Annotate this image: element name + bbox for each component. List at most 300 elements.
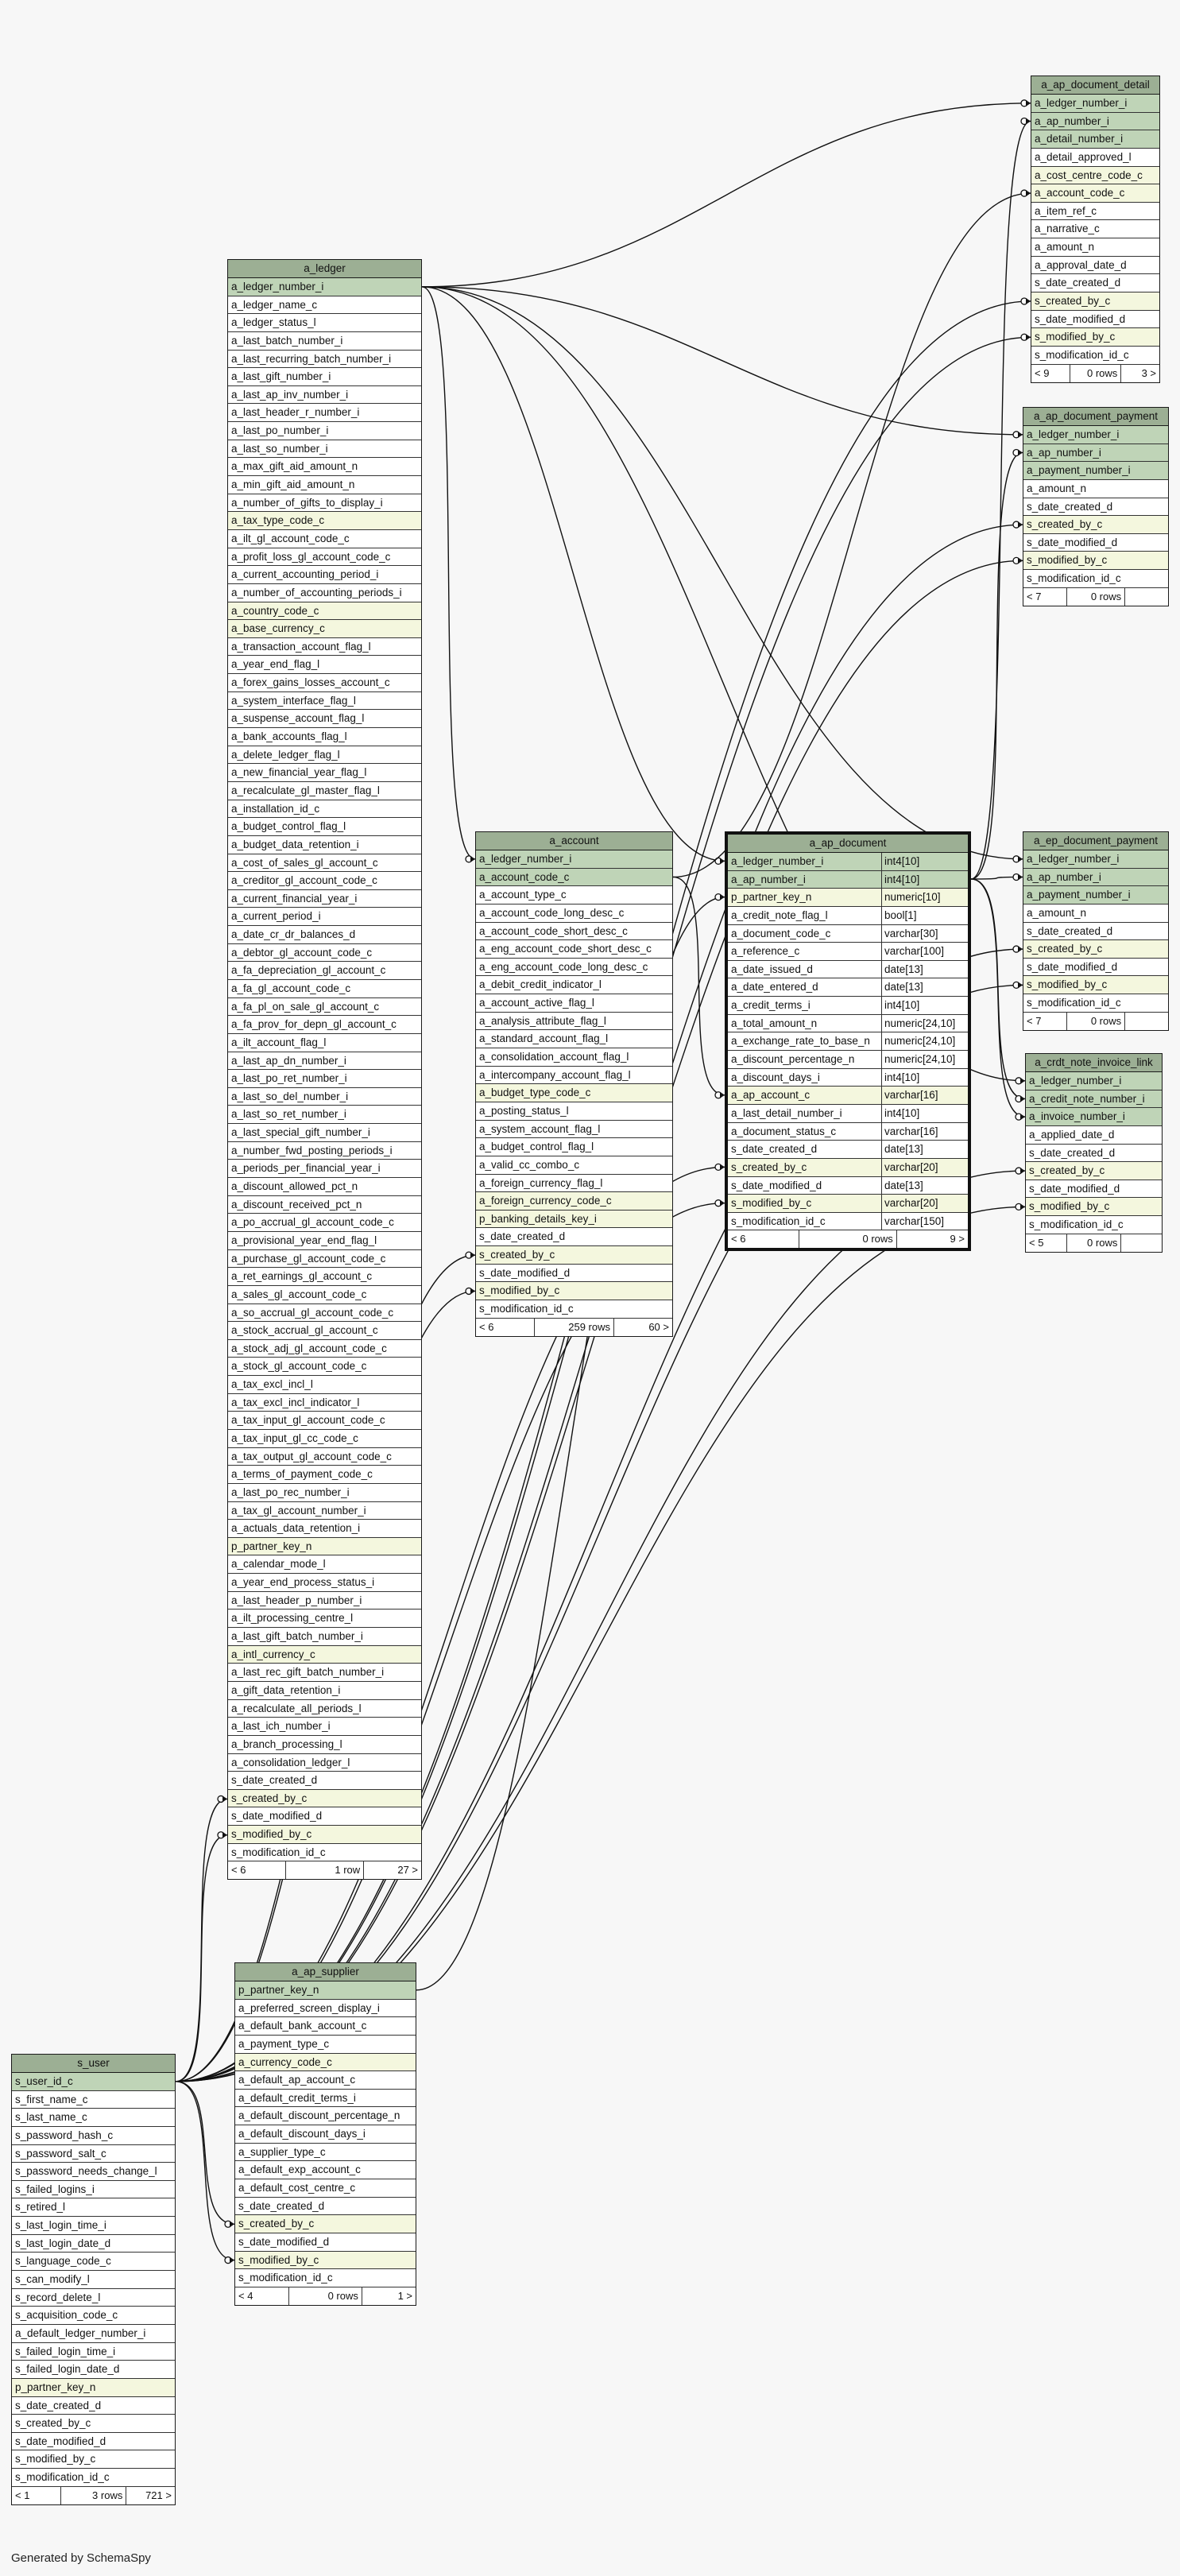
- column-row[interactable]: [12, 2397, 175, 2415]
- column-row[interactable]: [12, 2450, 175, 2469]
- column-name: a_item_ref_c: [1035, 204, 1097, 217]
- column-row[interactable]: [228, 746, 421, 765]
- column-row[interactable]: [12, 2073, 175, 2091]
- column-name: s_date_modified_d: [1035, 312, 1126, 325]
- column-row[interactable]: [476, 923, 672, 941]
- parents-link[interactable]: < 7: [1027, 1014, 1042, 1027]
- table-title[interactable]: a_ap_document: [728, 835, 968, 853]
- column-row[interactable]: [1023, 462, 1168, 480]
- column-row[interactable]: [1026, 1126, 1162, 1145]
- column-row[interactable]: [228, 998, 421, 1017]
- parents-link[interactable]: < 4: [238, 2289, 253, 2302]
- column-row[interactable]: [228, 1826, 421, 1844]
- column-row[interactable]: [728, 1087, 968, 1105]
- column-row[interactable]: [235, 2233, 416, 2252]
- column-name: s_date_created_d: [1029, 1146, 1116, 1159]
- column-row[interactable]: [228, 1754, 421, 1772]
- column-row[interactable]: [476, 1030, 672, 1048]
- column-row[interactable]: [228, 548, 421, 567]
- column-row[interactable]: [228, 1555, 421, 1574]
- column-row[interactable]: [228, 296, 421, 315]
- column-row[interactable]: [228, 656, 421, 674]
- column-name: a_min_gift_aid_amount_n: [231, 478, 355, 491]
- column-row[interactable]: [728, 1015, 968, 1033]
- column-row[interactable]: [1023, 552, 1168, 570]
- column-row[interactable]: [476, 1300, 672, 1319]
- column-row[interactable]: [12, 2217, 175, 2235]
- column-row[interactable]: [228, 476, 421, 494]
- column-row[interactable]: [235, 2090, 416, 2108]
- column-name: a_number_of_accounting_periods_i: [231, 586, 402, 598]
- column-row[interactable]: [1026, 1198, 1162, 1216]
- column-name: s_created_by_c: [1027, 518, 1103, 531]
- children-link[interactable]: 9 >: [896, 1230, 968, 1248]
- table-title[interactable]: a_account: [476, 832, 672, 850]
- table-a-ledger[interactable]: [227, 259, 422, 1880]
- table-title[interactable]: a_ep_document_payment: [1023, 832, 1168, 850]
- column-row[interactable]: [235, 2054, 416, 2072]
- children-link[interactable]: [1120, 1234, 1162, 1252]
- column-row[interactable]: [728, 907, 968, 925]
- column-row[interactable]: [728, 1141, 968, 1159]
- column-row[interactable]: [228, 836, 421, 854]
- column-row[interactable]: [1031, 311, 1159, 329]
- column-row[interactable]: [235, 2269, 416, 2287]
- column-row[interactable]: [12, 2145, 175, 2163]
- column-row[interactable]: [228, 1430, 421, 1448]
- column-row[interactable]: [728, 1032, 968, 1051]
- column-row[interactable]: [228, 1052, 421, 1071]
- column-row[interactable]: [728, 1069, 968, 1087]
- column-row[interactable]: [1031, 167, 1159, 185]
- column-row[interactable]: [1031, 95, 1159, 113]
- column-row[interactable]: [12, 2343, 175, 2361]
- parents-link[interactable]: < 6: [479, 1320, 494, 1333]
- column-name: a_preferred_screen_display_i: [238, 2001, 380, 2014]
- column-row[interactable]: [228, 332, 421, 351]
- column-row[interactable]: [228, 278, 421, 296]
- column-row[interactable]: [12, 2307, 175, 2325]
- column-row[interactable]: [228, 584, 421, 602]
- column-row[interactable]: [228, 1628, 421, 1646]
- table-title[interactable]: a_ap_document_detail: [1031, 76, 1159, 95]
- table-a-crdt-note-invoice-link[interactable]: [1025, 1053, 1163, 1253]
- column-row[interactable]: [228, 1124, 421, 1142]
- column-row[interactable]: [228, 1070, 421, 1088]
- column-row[interactable]: [1023, 850, 1168, 869]
- column-row[interactable]: [1031, 113, 1159, 131]
- column-row[interactable]: [228, 962, 421, 980]
- column-row[interactable]: [1031, 130, 1159, 149]
- column-row[interactable]: [728, 1051, 968, 1069]
- column-row[interactable]: [228, 1466, 421, 1484]
- column-row[interactable]: [228, 1610, 421, 1628]
- table-title[interactable]: a_crdt_note_invoice_link: [1026, 1054, 1162, 1072]
- column-name: a_recalculate_gl_master_flag_l: [231, 784, 380, 796]
- column-name: a_last_batch_number_i: [231, 334, 343, 347]
- column-row[interactable]: [228, 368, 421, 386]
- column-row[interactable]: [1023, 869, 1168, 887]
- column-name: a_current_period_i: [231, 910, 321, 923]
- table-a-ap-document-payment[interactable]: [1023, 407, 1169, 606]
- column-row[interactable]: [228, 620, 421, 638]
- table-title[interactable]: a_ledger: [228, 260, 421, 278]
- column-row[interactable]: [228, 638, 421, 657]
- column-row[interactable]: [728, 1159, 968, 1177]
- column-row[interactable]: [728, 943, 968, 961]
- column-row[interactable]: [1026, 1108, 1162, 1126]
- table-title[interactable]: a_ap_supplier: [235, 1963, 416, 1981]
- column-row[interactable]: [1026, 1180, 1162, 1199]
- column-row[interactable]: [228, 818, 421, 836]
- column-row[interactable]: [476, 1084, 672, 1102]
- column-row[interactable]: [1023, 516, 1168, 534]
- column-row[interactable]: [228, 1700, 421, 1718]
- column-row[interactable]: [12, 2325, 175, 2343]
- table-footer: [228, 1861, 421, 1879]
- column-row[interactable]: [228, 1250, 421, 1269]
- table-a-account[interactable]: [475, 831, 673, 1337]
- column-row[interactable]: [476, 905, 672, 923]
- column-name: a_last_ap_inv_number_i: [231, 388, 349, 401]
- column-row[interactable]: [228, 1646, 421, 1664]
- column-row[interactable]: [235, 2144, 416, 2162]
- column-row[interactable]: [228, 1142, 421, 1160]
- parents-link[interactable]: < 6: [231, 1864, 246, 1877]
- column-row[interactable]: [12, 2415, 175, 2433]
- column-row[interactable]: [228, 1502, 421, 1520]
- column-row[interactable]: [235, 2071, 416, 2090]
- column-row[interactable]: [476, 1175, 672, 1193]
- column-name: a_forex_gains_losses_account_c: [231, 676, 390, 689]
- table-s-user[interactable]: [11, 2054, 176, 2505]
- column-row[interactable]: [228, 1718, 421, 1736]
- column-row[interactable]: [228, 926, 421, 944]
- column-row[interactable]: [228, 404, 421, 422]
- column-row[interactable]: [1023, 959, 1168, 977]
- column-row[interactable]: [12, 2127, 175, 2145]
- table-title[interactable]: a_ap_document_payment: [1023, 408, 1168, 426]
- column-row[interactable]: [12, 2198, 175, 2217]
- column-row[interactable]: [1023, 905, 1168, 923]
- column-row[interactable]: [476, 976, 672, 994]
- table-a-ap-document-detail[interactable]: [1031, 76, 1160, 383]
- column-type: varchar[20]: [881, 1195, 968, 1212]
- column-row[interactable]: [728, 1177, 968, 1195]
- column-row[interactable]: [12, 2091, 175, 2109]
- column-row[interactable]: [476, 1121, 672, 1139]
- column-row[interactable]: [228, 1790, 421, 1808]
- column-row[interactable]: [228, 728, 421, 746]
- column-row[interactable]: [476, 994, 672, 1013]
- children-link[interactable]: 1 >: [362, 2287, 416, 2305]
- column-row[interactable]: [228, 1088, 421, 1106]
- column-row[interactable]: [1023, 480, 1168, 498]
- column-row[interactable]: [228, 512, 421, 530]
- column-row[interactable]: [1031, 328, 1159, 347]
- column-row[interactable]: [228, 1034, 421, 1052]
- column-row[interactable]: [228, 1574, 421, 1592]
- column-row[interactable]: [1023, 498, 1168, 517]
- column-name: a_fa_pl_on_sale_gl_account_c: [231, 1000, 380, 1013]
- column-row[interactable]: [476, 1102, 672, 1121]
- children-link[interactable]: 721 >: [126, 2487, 175, 2504]
- column-row[interactable]: [476, 850, 672, 869]
- row-count: 259 rows: [534, 1319, 613, 1336]
- column-name: a_stock_adj_gl_account_code_c: [231, 1342, 387, 1354]
- column-row[interactable]: [476, 1013, 672, 1031]
- column-row[interactable]: [228, 422, 421, 440]
- children-link[interactable]: 27 >: [363, 1861, 421, 1879]
- column-name: a_tax_excl_incl_indicator_l: [231, 1396, 360, 1408]
- column-row[interactable]: [476, 1228, 672, 1246]
- column-name: s_last_login_date_d: [15, 2237, 111, 2249]
- column-row[interactable]: [1031, 238, 1159, 257]
- column-row[interactable]: [228, 890, 421, 908]
- column-row[interactable]: [228, 1178, 421, 1196]
- column-row[interactable]: [1031, 257, 1159, 275]
- column-row[interactable]: [1026, 1145, 1162, 1163]
- column-name: a_system_interface_flag_l: [231, 694, 356, 707]
- parents-link[interactable]: < 5: [1029, 1236, 1044, 1249]
- column-row[interactable]: [228, 1682, 421, 1700]
- row-count: 0 rows: [1066, 588, 1124, 606]
- column-row[interactable]: [12, 2469, 175, 2487]
- column-row[interactable]: [228, 1772, 421, 1790]
- column-row[interactable]: [228, 908, 421, 926]
- column-row[interactable]: [1031, 274, 1159, 292]
- column-row[interactable]: [235, 2198, 416, 2216]
- column-row[interactable]: [728, 997, 968, 1015]
- column-row[interactable]: [476, 940, 672, 959]
- column-row[interactable]: [476, 1246, 672, 1265]
- column-row[interactable]: [476, 1211, 672, 1229]
- column-name: s_date_modified_d: [1027, 536, 1118, 548]
- column-row[interactable]: [228, 1232, 421, 1250]
- column-name: a_ap_account_c: [731, 1089, 811, 1102]
- column-row[interactable]: [728, 978, 968, 997]
- column-row[interactable]: [228, 1358, 421, 1376]
- column-row[interactable]: [228, 1844, 421, 1862]
- column-row[interactable]: [228, 530, 421, 548]
- column-row[interactable]: [1026, 1162, 1162, 1180]
- column-row[interactable]: [228, 494, 421, 513]
- column-row[interactable]: [235, 2125, 416, 2144]
- column-row[interactable]: [12, 2253, 175, 2271]
- column-row[interactable]: [228, 710, 421, 728]
- column-row[interactable]: [228, 980, 421, 998]
- column-row[interactable]: [728, 853, 968, 871]
- column-row[interactable]: [1031, 220, 1159, 238]
- column-row[interactable]: [228, 692, 421, 711]
- column-row[interactable]: [728, 889, 968, 907]
- table-a-ap-document[interactable]: [725, 831, 971, 1251]
- column-row[interactable]: [476, 1192, 672, 1211]
- column-row[interactable]: [228, 1376, 421, 1394]
- column-row[interactable]: [476, 1282, 672, 1300]
- column-row[interactable]: [228, 458, 421, 476]
- column-row[interactable]: [12, 2235, 175, 2253]
- column-row[interactable]: [1031, 347, 1159, 365]
- column-row[interactable]: [228, 351, 421, 369]
- column-row[interactable]: [228, 1520, 421, 1538]
- column-row[interactable]: [228, 782, 421, 800]
- column-type: int4[10]: [881, 1069, 968, 1087]
- column-row[interactable]: [728, 1105, 968, 1123]
- column-row[interactable]: [1031, 292, 1159, 311]
- column-row[interactable]: [1023, 570, 1168, 588]
- column-row[interactable]: [228, 674, 421, 692]
- column-row[interactable]: [12, 2433, 175, 2451]
- column-row[interactable]: [228, 944, 421, 963]
- column-name: s_modification_id_c: [479, 1303, 574, 1315]
- column-row[interactable]: [228, 1304, 421, 1323]
- column-row[interactable]: [1026, 1090, 1162, 1109]
- column-row[interactable]: [12, 2163, 175, 2181]
- column-row[interactable]: [235, 2252, 416, 2270]
- column-row[interactable]: [728, 961, 968, 979]
- column-name: a_budget_control_flag_l: [479, 1141, 594, 1153]
- column-row[interactable]: [728, 871, 968, 889]
- column-name: a_eng_account_code_long_desc_c: [479, 960, 648, 973]
- column-name: a_sales_gl_account_code_c: [231, 1288, 367, 1300]
- column-row[interactable]: [476, 1048, 672, 1067]
- column-row[interactable]: [228, 1196, 421, 1214]
- column-row[interactable]: [12, 2289, 175, 2307]
- column-row[interactable]: [235, 2017, 416, 2036]
- column-row[interactable]: [1031, 184, 1159, 203]
- column-name: a_ap_number_i: [731, 873, 806, 885]
- column-name: a_provisional_year_end_flag_l: [231, 1234, 377, 1246]
- column-name: a_year_end_process_status_i: [231, 1576, 375, 1589]
- column-row[interactable]: [228, 1736, 421, 1754]
- column-row[interactable]: [476, 1156, 672, 1175]
- column-name: s_password_hash_c: [15, 2129, 114, 2141]
- column-row[interactable]: [235, 2107, 416, 2125]
- column-row[interactable]: [476, 1265, 672, 1283]
- column-name: a_default_ledger_number_i: [15, 2326, 146, 2339]
- column-name: a_number_fwd_posting_periods_i: [231, 1144, 393, 1156]
- column-row[interactable]: [476, 1067, 672, 1085]
- column-row[interactable]: [228, 1160, 421, 1178]
- column-row[interactable]: [12, 2271, 175, 2289]
- column-row[interactable]: [12, 2379, 175, 2397]
- column-row[interactable]: [228, 764, 421, 782]
- table-footer: [1023, 1013, 1168, 1030]
- column-row[interactable]: [228, 1268, 421, 1286]
- column-name: a_credit_terms_i: [731, 999, 811, 1012]
- column-row[interactable]: [228, 386, 421, 405]
- column-row[interactable]: [1023, 534, 1168, 552]
- column-row[interactable]: [235, 1981, 416, 2000]
- column-row[interactable]: [228, 1664, 421, 1682]
- column-row[interactable]: [228, 566, 421, 584]
- column-row[interactable]: [235, 2179, 416, 2198]
- column-row[interactable]: [728, 925, 968, 943]
- column-row[interactable]: [1026, 1216, 1162, 1234]
- column-row[interactable]: [228, 1214, 421, 1232]
- column-row[interactable]: [728, 1213, 968, 1231]
- column-name: a_date_cr_dr_balances_d: [231, 928, 356, 941]
- table-a-ap-supplier[interactable]: [234, 1962, 416, 2306]
- column-row[interactable]: [476, 886, 672, 905]
- column-name: a_creditor_gl_account_code_c: [231, 874, 377, 887]
- column-row[interactable]: [228, 1412, 421, 1430]
- column-name: a_terms_of_payment_code_c: [231, 1468, 373, 1481]
- column-row[interactable]: [1023, 940, 1168, 959]
- column-row[interactable]: [228, 1448, 421, 1466]
- column-name: a_ilt_processing_centre_l: [231, 1612, 354, 1625]
- children-link[interactable]: 60 >: [613, 1319, 672, 1336]
- column-row[interactable]: [1023, 444, 1168, 463]
- column-row[interactable]: [228, 1106, 421, 1124]
- generator-caption: Generated by SchemaSpy: [11, 2551, 151, 2565]
- column-row[interactable]: [228, 1807, 421, 1826]
- table-a-ep-document-payment[interactable]: [1023, 831, 1169, 1031]
- parents-link[interactable]: < 6: [731, 1233, 746, 1245]
- column-row[interactable]: [235, 2000, 416, 2018]
- column-row[interactable]: [1031, 149, 1159, 167]
- column-name: a_approval_date_d: [1035, 258, 1127, 271]
- column-row[interactable]: [228, 1538, 421, 1556]
- column-row[interactable]: [228, 1340, 421, 1358]
- column-row[interactable]: [235, 2161, 416, 2179]
- column-row[interactable]: [228, 1286, 421, 1304]
- parents-link[interactable]: < 9: [1035, 366, 1050, 379]
- column-row[interactable]: [228, 854, 421, 873]
- column-row[interactable]: [228, 1322, 421, 1340]
- column-row[interactable]: [1023, 886, 1168, 905]
- column-row[interactable]: [1023, 923, 1168, 941]
- column-row[interactable]: [228, 872, 421, 890]
- column-row[interactable]: [12, 2361, 175, 2379]
- column-row[interactable]: [235, 2036, 416, 2054]
- column-row[interactable]: [728, 1123, 968, 1141]
- column-row[interactable]: [476, 1138, 672, 1156]
- column-row[interactable]: [12, 2109, 175, 2127]
- column-row[interactable]: [1026, 1072, 1162, 1090]
- table-title[interactable]: s_user: [12, 2055, 175, 2073]
- column-name: s_modified_by_c: [1035, 331, 1116, 343]
- column-row[interactable]: [1023, 976, 1168, 994]
- column-row[interactable]: [1031, 203, 1159, 221]
- children-link[interactable]: 3 >: [1120, 365, 1159, 382]
- children-link[interactable]: [1124, 588, 1168, 606]
- column-name: a_new_financial_year_flag_l: [231, 766, 367, 779]
- column-row[interactable]: [1023, 994, 1168, 1013]
- column-row[interactable]: [228, 602, 421, 621]
- column-name: s_date_modified_d: [731, 1179, 822, 1191]
- column-row[interactable]: [228, 314, 421, 332]
- column-row[interactable]: [228, 1016, 421, 1034]
- column-name: a_last_po_rec_number_i: [231, 1486, 350, 1498]
- column-row[interactable]: [12, 2181, 175, 2199]
- column-row[interactable]: [228, 800, 421, 819]
- column-row[interactable]: [728, 1195, 968, 1213]
- column-name: s_created_by_c: [1027, 943, 1103, 955]
- column-row[interactable]: [228, 440, 421, 459]
- children-link[interactable]: [1124, 1013, 1168, 1030]
- parents-link[interactable]: < 1: [15, 2489, 30, 2501]
- column-row[interactable]: [228, 1592, 421, 1610]
- column-row[interactable]: [1023, 426, 1168, 444]
- column-row[interactable]: [228, 1484, 421, 1502]
- column-row[interactable]: [476, 959, 672, 977]
- column-row[interactable]: [228, 1394, 421, 1412]
- column-row[interactable]: [235, 2215, 416, 2233]
- column-row[interactable]: [476, 869, 672, 887]
- parents-link[interactable]: < 7: [1027, 590, 1042, 602]
